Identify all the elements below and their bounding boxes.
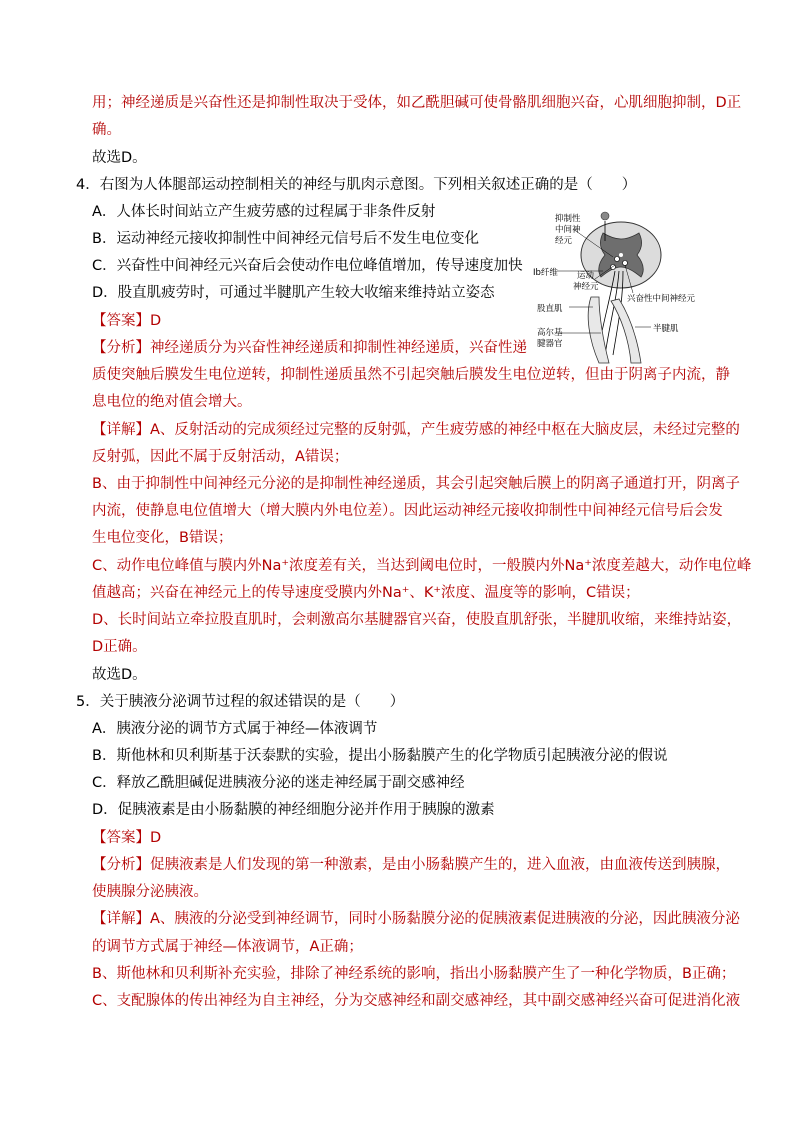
line-text: D — [150, 313, 162, 329]
section-tag: 【答案】 — [92, 313, 150, 329]
line-text: D — [150, 830, 162, 846]
line-text: C、支配腺体的传出神经为自主神经，分为交感神经和副交感神经，其中副交感神经兴奋可促进消化液 — [92, 993, 741, 1009]
text-line — [92, 420, 740, 440]
label-rectus: 股直肌 — [537, 304, 563, 314]
text-line — [92, 583, 640, 603]
text-line — [92, 283, 495, 303]
text-line — [92, 528, 232, 548]
text-line — [92, 773, 465, 793]
text-line — [92, 392, 252, 412]
section-tag: 【分析】 — [92, 857, 150, 873]
line-text: 生电位变化，B错误； — [92, 530, 233, 546]
line-text: 内流，使静息电位值增大（增大膜内外电位差）。因此运动神经元接收抑制性中间神经元信号后会发 — [92, 503, 723, 519]
section-tag: 【答案】 — [92, 830, 150, 846]
line-text: A．胰液分泌的调节方式属于神经—体液调节 — [92, 721, 378, 737]
label-inhibitory-2: 中间神 — [555, 225, 581, 235]
text-line — [92, 637, 147, 657]
section-tag: 【详解】 — [92, 422, 150, 438]
line-text: 反射弧，因此不属于反射活动，A错误； — [92, 449, 349, 465]
line-text: A．人体长时间站立产生疲劳感的过程属于非条件反射 — [92, 204, 436, 220]
text-line — [92, 202, 435, 222]
line-text: B．斯他林和贝利斯基于沃泰默的实验，提出小肠黏膜产生的化学物质引起胰液分泌的假说 — [92, 748, 668, 764]
line-text: D正确。 — [92, 639, 147, 655]
text-line — [92, 882, 208, 902]
text-line — [92, 256, 523, 276]
line-text: B、斯他林和贝利斯补充实验，排除了神经系统的影响，指出小肠黏膜产生了一种化学物质，B正确； — [92, 966, 736, 982]
text-line — [92, 665, 147, 685]
text-line — [92, 474, 740, 494]
text-line — [76, 692, 404, 712]
text-line — [92, 746, 667, 766]
line-text: D．促胰液素是由小肠黏膜的神经细胞分泌并作用于胰腺的激素 — [92, 802, 495, 818]
text-line — [92, 338, 527, 358]
text-line — [92, 365, 730, 385]
label-inhibitory-1: 抑制性 — [555, 214, 581, 224]
label-motor-1: 运动 — [577, 271, 595, 281]
label-ib-fiber: Ib纤维 — [533, 268, 558, 278]
line-text: 确。 — [92, 122, 121, 138]
text-line — [92, 229, 479, 249]
label-golgi-1: 高尔基 — [537, 328, 563, 338]
spinal-cord-muscle-diagram — [533, 205, 755, 365]
section-tag: 【详解】 — [92, 911, 150, 927]
text-line — [92, 964, 735, 984]
text-line — [92, 120, 121, 140]
line-text: A、反射活动的完成须经过完整的反射弧，产生疲劳感的神经中枢在大脑皮层，未经过完整的 — [150, 422, 740, 438]
neuron-body — [623, 261, 628, 266]
line-text: 故选D。 — [92, 150, 147, 166]
text-line — [92, 800, 495, 820]
line-text: 值越高；兴奋在神经元上的传导速度受膜内外Na⁺、K⁺浓度、温度等的影响，C错误； — [92, 585, 640, 601]
text-line — [92, 501, 723, 521]
line-text: 5．关于胰液分泌调节过程的叙述错误的是（ ） — [76, 694, 405, 710]
line-text: C、动作电位峰值与膜内外Na⁺浓度差有关，当达到阈电位时，一般膜内外Na⁺浓度差越大，动作电位峰 — [92, 558, 752, 574]
line-text: 的调节方式属于神经—体液调节，A正确； — [92, 939, 363, 955]
line-text: B．运动神经元接收抑制性中间神经元信号后不发生电位变化 — [92, 231, 479, 247]
text-line — [92, 991, 740, 1011]
line-text: 用；神经递质是兴奋性还是抑制性取决于受体，如乙酰胆碱可使骨骼肌细胞兴奋，心肌细胞抑制，D正 — [92, 95, 742, 111]
line-text: 故选D。 — [92, 667, 147, 683]
line-text: 4．右图为人体腿部运动控制相关的神经与肌肉示意图。下列相关叙述正确的是（ ） — [76, 177, 637, 193]
line-text: C．兴奋性中间神经元兴奋后会使动作电位峰值增加，传导速度加快 — [92, 258, 523, 274]
neuron-body — [615, 257, 620, 262]
label-inhibitory-3: 经元 — [555, 236, 573, 246]
line-text: 质使突触后膜发生电位逆转，抑制性递质虽然不引起突触后膜发生电位逆转，但由于阴离子内流，静 — [92, 367, 730, 383]
line-text: D．股直肌疲劳时，可通过半腱肌产生较大收缩来维持站立姿态 — [92, 285, 495, 301]
text-line — [92, 311, 161, 331]
line-text: A、胰液的分泌受到神经调节，同时小肠黏膜分泌的促胰液素促进胰液的分泌，因此胰液分泌 — [150, 911, 740, 927]
text-line — [92, 556, 751, 576]
electrode-tip — [601, 212, 609, 220]
line-text: B、由于抑制性中间神经元分泌的是抑制性神经递质，其会引起突触后膜上的阴离子通道打开，阴离子 — [92, 476, 740, 492]
semitendinosus-muscle — [611, 299, 641, 363]
text-line — [92, 909, 740, 929]
text-line — [92, 855, 730, 875]
line-text: 使胰腺分泌胰液。 — [92, 884, 208, 900]
label-golgi-2: 腱器官 — [537, 339, 563, 349]
label-excitatory: 兴奋性中间神经元 — [627, 294, 696, 304]
line-text: 神经递质分为兴奋性神经递质和抑制性神经递质，兴奋性递 — [150, 340, 527, 356]
text-line — [92, 148, 147, 168]
section-tag: 【分析】 — [92, 340, 150, 356]
text-line — [92, 828, 161, 848]
text-line — [76, 175, 636, 195]
label-semitendinosus: 半腱肌 — [653, 324, 679, 334]
line-text: C．释放乙酰胆碱促进胰液分泌的迷走神经属于副交感神经 — [92, 775, 465, 791]
line-text: D、长时间站立牵拉股直肌时，会刺激高尔基腱器官兴奋，使股直肌舒张，半腱肌收缩，来维持站姿， — [92, 612, 742, 628]
central-canal — [619, 253, 623, 257]
text-line — [92, 610, 741, 630]
text-line — [92, 447, 348, 467]
line-text: 促胰液素是人们发现的第一种激素，是由小肠黏膜产生的，进入血液，由血液传送到胰腺， — [150, 857, 730, 873]
text-line — [92, 93, 741, 113]
label-motor-2: 神经元 — [573, 282, 599, 292]
text-line — [92, 937, 363, 957]
line-text: 息电位的绝对值会增大。 — [92, 394, 252, 410]
text-line — [92, 719, 377, 739]
